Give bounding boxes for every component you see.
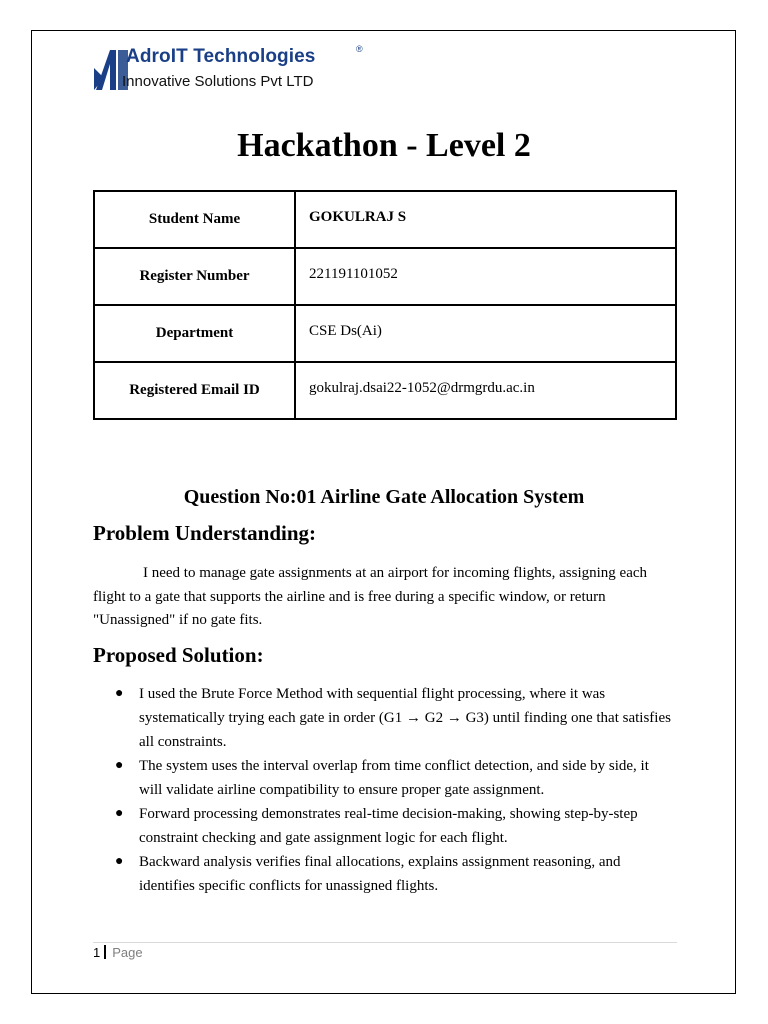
email-value: gokulraj.dsai22-1052@drmgrdu.ac.in [295, 362, 676, 419]
page-number: 1 [93, 945, 101, 960]
table-row [94, 305, 676, 362]
page-label: Page [112, 945, 143, 960]
registered-mark: ® [356, 44, 363, 54]
bullet-text: Forward processing demonstrates real-time decision-making, showing step-by-step constraint checking and gate assignment logic for each flight. [139, 806, 638, 846]
student-name-label: Student Name [94, 191, 295, 248]
solution-list [93, 682, 673, 898]
student-info-table [93, 190, 677, 420]
table-row [94, 191, 676, 248]
register-number-label: Register Number [94, 248, 295, 305]
company-name: AdroIT Technologies [126, 46, 316, 67]
department-label: Department [94, 305, 295, 362]
footer-divider [93, 942, 677, 943]
bullet-icon: ● [115, 854, 124, 869]
department-value: CSE Ds(Ai) [295, 305, 676, 362]
list-item [93, 850, 673, 898]
problem-text: I need to manage gate assignments at an airport for incoming flights, assigning each flight to a gate that supports the airline and is free during a specific window, or return "Unassigned" if no gate fits. [93, 565, 648, 628]
list-item [93, 802, 673, 850]
bullet-icon: ● [115, 806, 124, 821]
problem-heading: Problem Understanding: [93, 521, 317, 545]
question-heading: Question No:01 Airline Gate Allocation System [183, 486, 585, 508]
register-number-value: 221191101052 [295, 248, 676, 305]
email-label: Registered Email ID [94, 362, 295, 419]
company-logo [94, 46, 374, 98]
company-subtitle: Innovative Solutions Pvt LTD [122, 73, 314, 90]
table-row [94, 248, 676, 305]
student-name-value: GOKULRAJ S [295, 191, 676, 248]
bullet-icon: ● [115, 758, 124, 773]
footer-separator [104, 945, 106, 959]
solution-heading: Proposed Solution: [93, 643, 264, 667]
bullet-icon: ● [115, 686, 124, 701]
bullet-text: The system uses the interval overlap from time conflict detection, and side by side, it will validate airline compatibility to ensure proper gate assignment. [139, 758, 649, 798]
page-footer [93, 945, 143, 960]
bullet-text: I used the Brute Force Method with sequential flight processing, where it was systematically trying each gate in order (G1 → G2 → G3) until finding one that satisfies all constraints. [139, 686, 671, 750]
bullet-text: Backward analysis verifies final allocations, explains assignment reasoning, and identifies specific conflicts for unassigned flights. [139, 854, 621, 894]
list-item [93, 754, 673, 802]
table-row [94, 362, 676, 419]
document-title: Hackathon - Level 2 [237, 127, 531, 164]
list-item [93, 682, 673, 754]
